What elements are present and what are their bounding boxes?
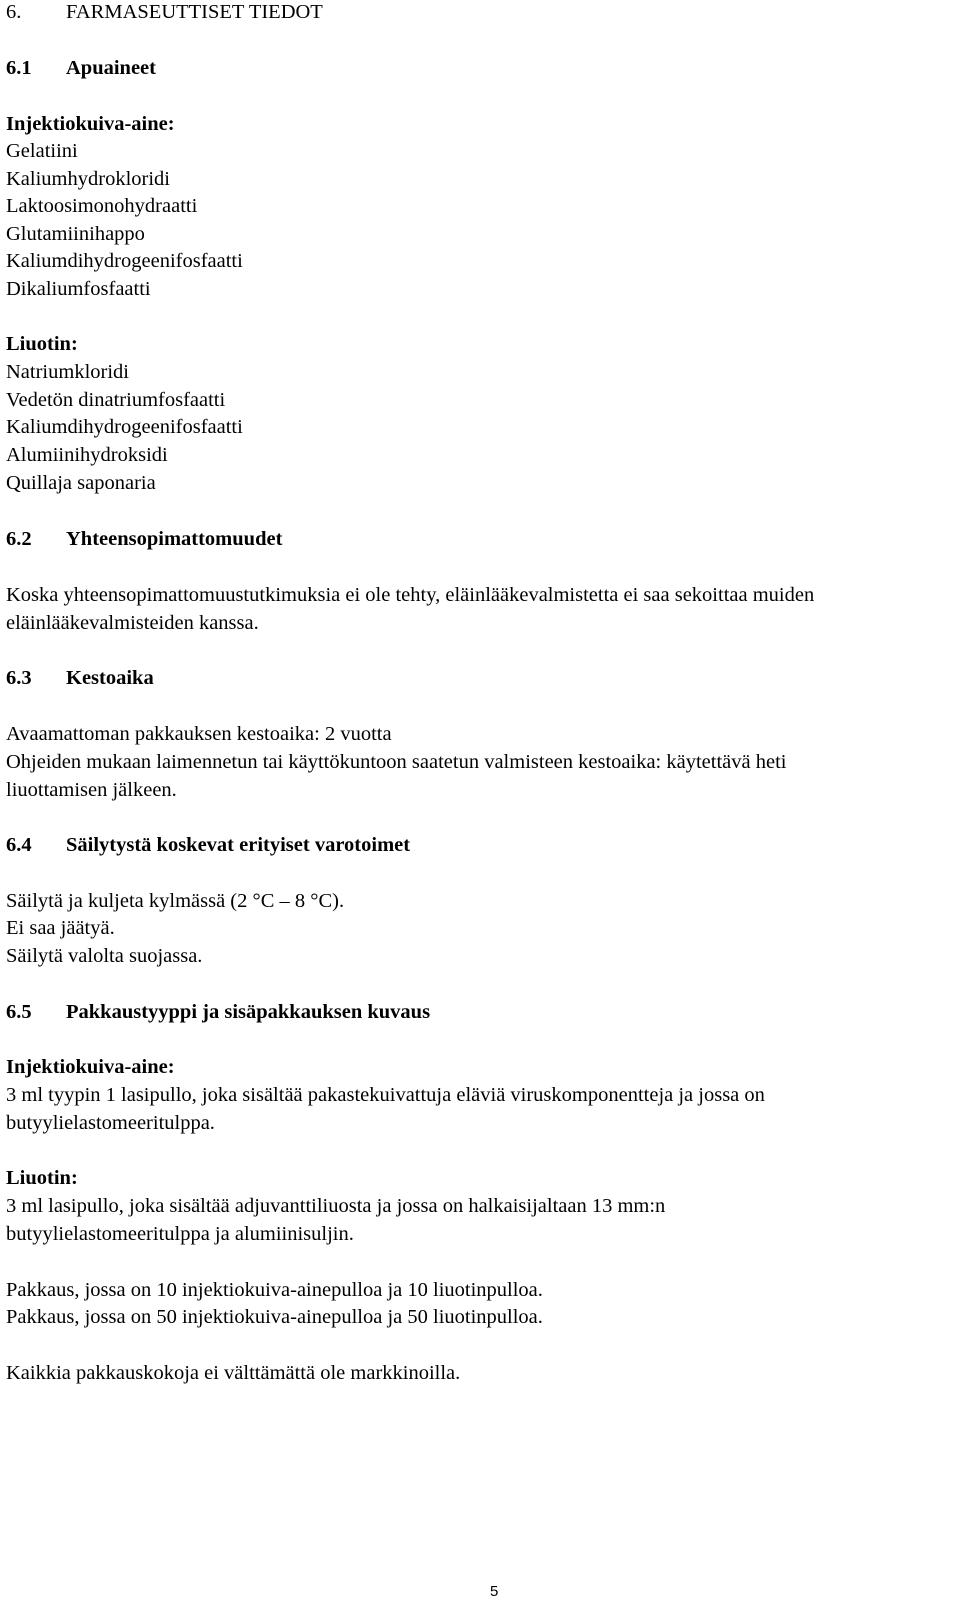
paragraph-line: Avaamattoman pakkauksen kestoaika: 2 vuotta bbox=[6, 723, 392, 745]
paragraph-line: 3 ml tyypin 1 lasipullo, joka sisältää pakastekuivattuja eläviä viruskomponentteja ja jossa on bbox=[6, 1084, 765, 1106]
solvent-heading: Liuotin: bbox=[6, 1167, 78, 1189]
powder-heading: Injektiokuiva-aine: bbox=[6, 113, 175, 135]
section-6-1-heading bbox=[6, 56, 156, 80]
powder-item: Kaliumhydrokloridi bbox=[6, 168, 170, 190]
paragraph-line: Säilytä ja kuljeta kylmässä (2 °C – 8 °C). bbox=[6, 890, 345, 912]
powder-item: Glutamiinihappo bbox=[6, 223, 145, 245]
section-6-5-title: Pakkaustyyppi ja sisäpakkauksen kuvaus bbox=[66, 1001, 431, 1023]
solvent-item: Quillaja saponaria bbox=[6, 472, 156, 494]
solvent-item: Kaliumdihydrogeenifosfaatti bbox=[6, 416, 243, 438]
solvent-item: Vedetön dinatriumfosfaatti bbox=[6, 389, 226, 411]
solvent-item: Natriumkloridi bbox=[6, 361, 129, 383]
section-6-1-title: Apuaineet bbox=[66, 57, 156, 79]
section-6-3-number: 6.3 bbox=[6, 667, 32, 689]
section-6-2-title: Yhteensopimattomuudet bbox=[66, 528, 283, 550]
powder-item: Laktoosimonohydraatti bbox=[6, 195, 198, 217]
section-6-2-heading bbox=[6, 527, 282, 551]
paragraph-line: Säilytä valolta suojassa. bbox=[6, 945, 203, 967]
solvent-item: Alumiinihydroksidi bbox=[6, 444, 168, 466]
paragraph-line: liuottamisen jälkeen. bbox=[6, 779, 177, 801]
section-6-3-title: Kestoaika bbox=[66, 667, 154, 689]
section-6-2-number: 6.2 bbox=[6, 528, 32, 550]
section-6-number: 6. bbox=[6, 1, 22, 23]
section-6-5-number: 6.5 bbox=[6, 1001, 32, 1023]
section-6-title: FARMASEUTTISET TIEDOT bbox=[66, 1, 323, 23]
powder-heading: Injektiokuiva-aine: bbox=[6, 1056, 175, 1078]
paragraph-line: Ohjeiden mukaan laimennetun tai käyttökuntoon saatetun valmisteen kestoaika: käytettävä heti bbox=[6, 751, 787, 773]
page-number: 5 bbox=[490, 1583, 499, 1600]
powder-item: Kaliumdihydrogeenifosfaatti bbox=[6, 250, 243, 272]
pack-line: Pakkaus, jossa on 10 injektiokuiva-ainepulloa ja 10 liuotinpulloa. bbox=[6, 1279, 543, 1301]
paragraph-line: eläinlääkevalmisteiden kanssa. bbox=[6, 612, 259, 634]
section-6-1-number: 6.1 bbox=[6, 57, 32, 79]
section-6-4-number: 6.4 bbox=[6, 834, 32, 856]
section-6-3-heading bbox=[6, 666, 154, 690]
section-6-heading bbox=[6, 0, 323, 24]
pack-note: Kaikkia pakkauskokoja ei välttämättä ole markkinoilla. bbox=[6, 1362, 461, 1384]
paragraph-line: butyylielastomeeritulppa ja alumiinisuljin. bbox=[6, 1223, 354, 1245]
paragraph-line: Ei saa jäätyä. bbox=[6, 917, 115, 939]
paragraph-line: 3 ml lasipullo, joka sisältää adjuvanttiliuosta ja jossa on halkaisijaltaan 13 mm:n bbox=[6, 1195, 666, 1217]
paragraph-line: butyylielastomeeritulppa. bbox=[6, 1112, 215, 1134]
section-6-4-title: Säilytystä koskevat erityiset varotoimet bbox=[66, 834, 411, 856]
solvent-heading: Liuotin: bbox=[6, 333, 78, 355]
powder-item: Dikaliumfosfaatti bbox=[6, 278, 151, 300]
section-6-5-heading bbox=[6, 1000, 430, 1024]
powder-item: Gelatiini bbox=[6, 140, 78, 162]
paragraph-line: Koska yhteensopimattomuustutkimuksia ei ole tehty, eläinlääkevalmistetta ei saa sekoittaa muiden bbox=[6, 584, 815, 606]
pack-line: Pakkaus, jossa on 50 injektiokuiva-ainepulloa ja 50 liuotinpulloa. bbox=[6, 1306, 543, 1328]
section-6-4-heading bbox=[6, 833, 410, 857]
